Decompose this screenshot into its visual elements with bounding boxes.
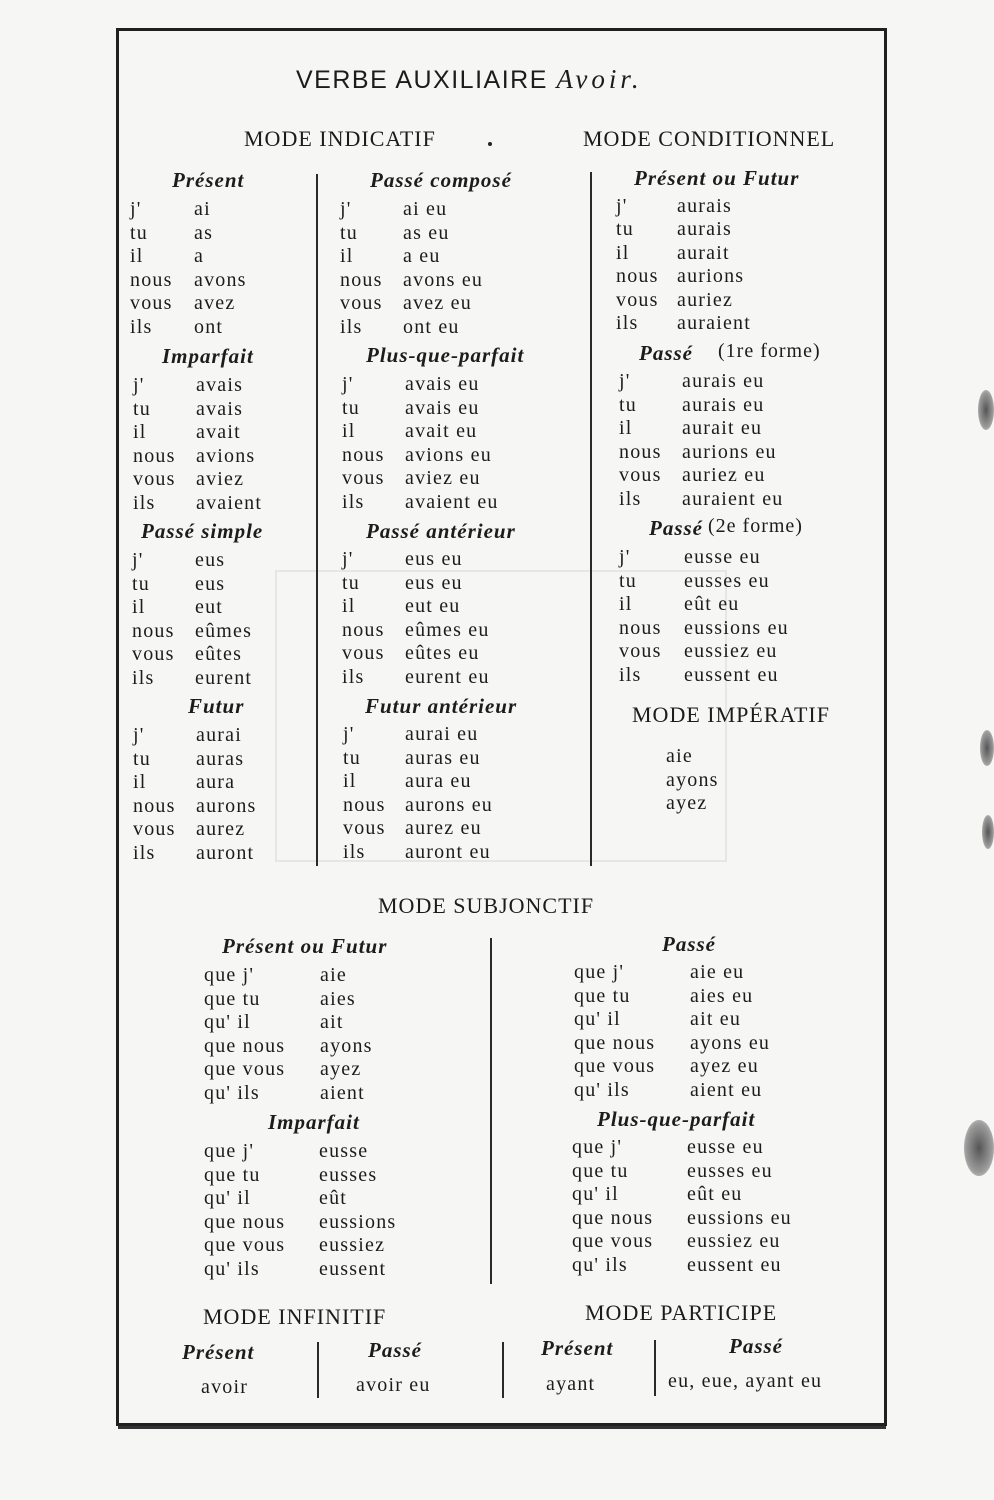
subjonctif-imparfait-form: eussions xyxy=(319,1211,397,1233)
indicatif-passe-compose-form: avons eu xyxy=(403,269,484,291)
infinitif-passe: avoir eu xyxy=(356,1374,431,1396)
conditionnel-passe2-form: eusses eu xyxy=(684,570,770,592)
frame-shadow-line xyxy=(118,1426,886,1429)
indicatif-passe-compose-form: a eu xyxy=(403,245,441,267)
subjonctif-imparfait-pronoun: qu' il xyxy=(204,1187,251,1209)
mode-conditionnel: MODE CONDITIONNEL xyxy=(583,126,836,151)
indicatif-futur-form: auras xyxy=(196,748,245,770)
conditionnel-passe2-pronoun: vous xyxy=(619,640,662,662)
conditionnel-present-pronoun: il xyxy=(616,242,630,264)
indicatif-futur-anterieur-form: aurons eu xyxy=(405,794,493,816)
indicatif-present-pronoun: nous xyxy=(130,269,173,291)
subjonctif-passe-pronoun: qu' il xyxy=(574,1008,621,1030)
indicatif-plus-que-parfait-form: aviez eu xyxy=(405,467,481,489)
indicatif-futur-form: aura xyxy=(196,771,236,793)
indicatif-passe-simple-pronoun: ils xyxy=(132,667,155,689)
indicatif-plus-que-parfait-pronoun: vous xyxy=(342,467,385,489)
indicatif-imparfait-form: avait xyxy=(196,421,241,443)
indicatif-passe-simple-form: eurent xyxy=(195,667,253,689)
indicatif-imparfait-pronoun: vous xyxy=(133,468,176,490)
subjonctif-plus-que-parfait-heading: Plus-que-parfait xyxy=(597,1107,756,1131)
indicatif-plus-que-parfait-pronoun: tu xyxy=(342,397,360,419)
subjonctif-present-form: ayez xyxy=(320,1058,362,1080)
conditionnel-present-pronoun: tu xyxy=(616,218,634,240)
subjonctif-present-pronoun: que vous xyxy=(204,1058,286,1080)
subjonctif-imparfait-heading: Imparfait xyxy=(268,1110,360,1134)
conditionnel-passe1-pronoun: vous xyxy=(619,464,662,486)
subjonctif-plus-que-parfait-pronoun: que nous xyxy=(572,1207,654,1229)
subjonctif-present-pronoun: qu' ils xyxy=(204,1082,260,1104)
column-rule xyxy=(590,172,592,866)
subjonctif-present-form: aies xyxy=(320,988,356,1010)
conditionnel-present-pronoun: j' xyxy=(616,195,628,217)
subjonctif-passe-pronoun: que tu xyxy=(574,985,631,1007)
subjonctif-imparfait-pronoun: qu' ils xyxy=(204,1258,260,1280)
participe-passe-heading: Passé xyxy=(729,1334,783,1358)
conditionnel-passe2-form: eussions eu xyxy=(684,617,789,639)
subjonctif-passe-form: ait eu xyxy=(690,1008,742,1030)
infinitif-present: avoir xyxy=(201,1376,249,1398)
conditionnel-passe2-pronoun: j' xyxy=(619,546,631,568)
conditionnel-passe1-form: aurais eu xyxy=(682,370,765,392)
indicatif-futur-pronoun: ils xyxy=(133,842,156,864)
participe-passe: eu, eue, ayant eu xyxy=(668,1370,823,1392)
indicatif-futur-anterieur-form: aura eu xyxy=(405,770,472,792)
conditionnel-passe2-pronoun: tu xyxy=(619,570,637,592)
indicatif-present-pronoun: j' xyxy=(130,198,142,220)
conditionnel-present-form: aurais xyxy=(677,195,732,217)
participe-present-heading: Présent xyxy=(541,1336,614,1360)
stray-dot xyxy=(488,142,492,146)
indicatif-futur-anterieur-pronoun: nous xyxy=(343,794,386,816)
conditionnel-present-heading: Présent ou Futur xyxy=(634,166,800,190)
column-rule xyxy=(316,174,318,866)
conditionnel-passe2-form: eusse eu xyxy=(684,546,761,568)
indicatif-futur-pronoun: nous xyxy=(133,795,176,817)
indicatif-passe-simple-form: eut xyxy=(195,596,224,618)
subjonctif-imparfait-form: eussent xyxy=(319,1258,387,1280)
conditionnel-passe1-form: aurions eu xyxy=(682,441,777,463)
conditionnel-passe1-pronoun: il xyxy=(619,417,633,439)
conditionnel-passe1-form: aurais eu xyxy=(682,394,765,416)
indicatif-passe-simple-heading: Passé simple xyxy=(141,519,264,543)
indicatif-passe-compose-pronoun: ils xyxy=(340,316,363,338)
subjonctif-passe-form: ayez eu xyxy=(690,1055,759,1077)
indicatif-passe-anterieur-form: eurent eu xyxy=(405,666,490,688)
conditionnel-present-form: auriez xyxy=(677,289,734,311)
conditionnel-present-pronoun: nous xyxy=(616,265,659,287)
page-title xyxy=(296,64,643,95)
imperatif-form: ayons xyxy=(666,769,719,791)
subjonctif-imparfait-form: eusse xyxy=(319,1140,369,1162)
indicatif-imparfait-pronoun: j' xyxy=(133,374,145,396)
subjonctif-present-pronoun: que j' xyxy=(204,964,255,986)
binder-hole xyxy=(980,730,994,766)
indicatif-present-heading: Présent xyxy=(172,168,245,192)
indicatif-passe-simple-form: eus xyxy=(195,549,226,571)
indicatif-futur-form: aurons xyxy=(196,795,257,817)
conditionnel-passe2-form: eussent eu xyxy=(684,664,779,686)
subjonctif-plus-que-parfait-pronoun: que vous xyxy=(572,1230,654,1252)
indicatif-futur-anterieur-form: auras eu xyxy=(405,747,481,769)
indicatif-passe-anterieur-pronoun: ils xyxy=(342,666,365,688)
indicatif-present-pronoun: vous xyxy=(130,292,173,314)
indicatif-present-form: ai xyxy=(194,198,211,220)
subjonctif-imparfait-pronoun: que vous xyxy=(204,1234,286,1256)
indicatif-imparfait-pronoun: tu xyxy=(133,398,151,420)
indicatif-imparfait-pronoun: nous xyxy=(133,445,176,467)
indicatif-futur-anterieur-pronoun: tu xyxy=(343,747,361,769)
subjonctif-plus-que-parfait-pronoun: qu' il xyxy=(572,1183,619,1205)
subjonctif-present-pronoun: qu' il xyxy=(204,1011,251,1033)
indicatif-present-pronoun: tu xyxy=(130,222,148,244)
indicatif-passe-simple-form: eûtes xyxy=(195,643,243,665)
subjonctif-passe-form: ayons eu xyxy=(690,1032,771,1054)
subjonctif-plus-que-parfait-form: eussent eu xyxy=(687,1254,782,1276)
indicatif-passe-simple-pronoun: tu xyxy=(132,573,150,595)
indicatif-passe-compose-form: ai eu xyxy=(403,198,448,220)
subjonctif-imparfait-pronoun: que j' xyxy=(204,1140,255,1162)
conditionnel-passe2-pronoun: il xyxy=(619,593,633,615)
subjonctif-present-pronoun: que tu xyxy=(204,988,261,1010)
subjonctif-present-form: aie xyxy=(320,964,347,986)
indicatif-plus-que-parfait-form: avais eu xyxy=(405,373,480,395)
subjonctif-present-form: aient xyxy=(320,1082,365,1104)
subjonctif-passe-form: aient eu xyxy=(690,1079,763,1101)
indicatif-plus-que-parfait-form: avait eu xyxy=(405,420,478,442)
indicatif-futur-pronoun: il xyxy=(133,771,147,793)
column-rule xyxy=(490,938,492,1284)
imperatif-form: aie xyxy=(666,745,693,767)
conditionnel-present-form: aurait xyxy=(677,242,730,264)
imperatif-form: ayez xyxy=(666,792,708,814)
subjonctif-plus-que-parfait-pronoun: que j' xyxy=(572,1136,623,1158)
indicatif-passe-compose-form: as eu xyxy=(403,222,450,244)
indicatif-plus-que-parfait-pronoun: nous xyxy=(342,444,385,466)
indicatif-present-form: avons xyxy=(194,269,247,291)
conditionnel-present-form: auraient xyxy=(677,312,752,334)
subjonctif-passe-form: aies eu xyxy=(690,985,754,1007)
conditionnel-passe1-pronoun: j' xyxy=(619,370,631,392)
title-verb: Avoir. xyxy=(556,64,643,94)
conditionnel-passe2-pronoun: ils xyxy=(619,664,642,686)
indicatif-imparfait-form: avaient xyxy=(196,492,263,514)
indicatif-imparfait-pronoun: ils xyxy=(133,492,156,514)
indicatif-passe-compose-heading: Passé composé xyxy=(370,168,512,192)
indicatif-plus-que-parfait-pronoun: ils xyxy=(342,491,365,513)
indicatif-futur-form: aurai xyxy=(196,724,242,746)
indicatif-futur-anterieur-pronoun: vous xyxy=(343,817,386,839)
indicatif-plus-que-parfait-pronoun: j' xyxy=(342,373,354,395)
indicatif-present-pronoun: il xyxy=(130,245,144,267)
indicatif-passe-anterieur-form: eûtes eu xyxy=(405,642,480,664)
indicatif-passe-anterieur-pronoun: tu xyxy=(342,572,360,594)
subjonctif-plus-que-parfait-form: eusse eu xyxy=(687,1136,764,1158)
indicatif-plus-que-parfait-pronoun: il xyxy=(342,420,356,442)
indicatif-passe-simple-form: eûmes xyxy=(195,620,253,642)
subjonctif-passe-pronoun: que vous xyxy=(574,1055,656,1077)
subjonctif-imparfait-form: eusses xyxy=(319,1164,378,1186)
indicatif-futur-form: auront xyxy=(196,842,255,864)
indicatif-passe-anterieur-pronoun: j' xyxy=(342,548,354,570)
subjonctif-passe-pronoun: que j' xyxy=(574,961,625,983)
participe-present: ayant xyxy=(546,1373,596,1395)
indicatif-passe-simple-pronoun: vous xyxy=(132,643,175,665)
indicatif-futur-anterieur-pronoun: ils xyxy=(343,841,366,863)
subjonctif-passe-pronoun: que nous xyxy=(574,1032,656,1054)
indicatif-present-pronoun: ils xyxy=(130,316,153,338)
conditionnel-passe2-form: eût eu xyxy=(684,593,740,615)
conditionnel-present-form: aurais xyxy=(677,218,732,240)
subjonctif-passe-pronoun: qu' ils xyxy=(574,1079,630,1101)
conditionnel-passe1-note: (1re forme) xyxy=(718,340,821,362)
subjonctif-plus-que-parfait-form: eussiez eu xyxy=(687,1230,781,1252)
indicatif-passe-anterieur-pronoun: nous xyxy=(342,619,385,641)
indicatif-futur-heading: Futur xyxy=(188,694,245,718)
indicatif-passe-anterieur-form: eus eu xyxy=(405,572,463,594)
conditionnel-passe2-form: eussiez eu xyxy=(684,640,778,662)
infinitif-present-heading: Présent xyxy=(182,1340,255,1364)
infinitif-passe-heading: Passé xyxy=(368,1338,422,1362)
subjonctif-plus-que-parfait-form: eussions eu xyxy=(687,1207,792,1229)
indicatif-passe-compose-pronoun: il xyxy=(340,245,354,267)
indicatif-passe-simple-pronoun: il xyxy=(132,596,146,618)
indicatif-imparfait-heading: Imparfait xyxy=(162,344,254,368)
indicatif-futur-anterieur-heading: Futur antérieur xyxy=(365,694,518,718)
indicatif-futur-pronoun: vous xyxy=(133,818,176,840)
indicatif-passe-anterieur-form: eûmes eu xyxy=(405,619,490,641)
subjonctif-present-heading: Présent ou Futur xyxy=(222,934,388,958)
indicatif-imparfait-form: aviez xyxy=(196,468,245,490)
binder-hole xyxy=(982,815,994,849)
indicatif-present-form: a xyxy=(194,245,205,267)
indicatif-plus-que-parfait-heading: Plus-que-parfait xyxy=(366,343,525,367)
indicatif-futur-anterieur-form: auront eu xyxy=(405,841,491,863)
conditionnel-passe1-pronoun: tu xyxy=(619,394,637,416)
indicatif-futur-anterieur-form: aurez eu xyxy=(405,817,482,839)
indicatif-passe-compose-form: ont eu xyxy=(403,316,460,338)
title-text: VERBE AUXILIAIRE xyxy=(296,66,548,94)
subjonctif-plus-que-parfait-pronoun: que tu xyxy=(572,1160,629,1182)
indicatif-passe-anterieur-form: eut eu xyxy=(405,595,461,617)
conditionnel-present-pronoun: ils xyxy=(616,312,639,334)
column-rule xyxy=(502,1342,504,1398)
indicatif-present-form: avez xyxy=(194,292,236,314)
indicatif-passe-anterieur-form: eus eu xyxy=(405,548,463,570)
conditionnel-passe1-form: auriez eu xyxy=(682,464,766,486)
conditionnel-passe2-pronoun: nous xyxy=(619,617,662,639)
indicatif-passe-compose-pronoun: vous xyxy=(340,292,383,314)
subjonctif-plus-que-parfait-form: eût eu xyxy=(687,1183,743,1205)
indicatif-passe-compose-pronoun: tu xyxy=(340,222,358,244)
indicatif-imparfait-form: avions xyxy=(196,445,256,467)
conditionnel-passe1-pronoun: ils xyxy=(619,488,642,510)
indicatif-passe-anterieur-pronoun: il xyxy=(342,595,356,617)
subjonctif-plus-que-parfait-form: eusses eu xyxy=(687,1160,773,1182)
conditionnel-passe2-heading: Passé xyxy=(649,516,703,540)
indicatif-futur-anterieur-pronoun: j' xyxy=(343,723,355,745)
mode-infinitif: MODE INFINITIF xyxy=(203,1304,387,1329)
conditionnel-passe1-pronoun: nous xyxy=(619,441,662,463)
indicatif-futur-pronoun: tu xyxy=(133,748,151,770)
conditionnel-passe1-heading: Passé xyxy=(639,341,693,365)
indicatif-passe-simple-pronoun: j' xyxy=(132,549,144,571)
indicatif-imparfait-pronoun: il xyxy=(133,421,147,443)
indicatif-imparfait-form: avais xyxy=(196,398,244,420)
indicatif-present-form: ont xyxy=(194,316,224,338)
conditionnel-passe2-note: (2e forme) xyxy=(708,515,803,537)
subjonctif-passe-form: aie eu xyxy=(690,961,745,983)
indicatif-futur-anterieur-form: aurai eu xyxy=(405,723,479,745)
conditionnel-passe1-form: aurait eu xyxy=(682,417,763,439)
indicatif-passe-compose-form: avez eu xyxy=(403,292,472,314)
subjonctif-passe-heading: Passé xyxy=(662,932,716,956)
conditionnel-present-pronoun: vous xyxy=(616,289,659,311)
indicatif-passe-simple-pronoun: nous xyxy=(132,620,175,642)
indicatif-futur-anterieur-pronoun: il xyxy=(343,770,357,792)
subjonctif-imparfait-pronoun: que tu xyxy=(204,1164,261,1186)
indicatif-present-form: as xyxy=(194,222,214,244)
mode-subjonctif: MODE SUBJONCTIF xyxy=(378,893,595,918)
conditionnel-passe1-form: auraient eu xyxy=(682,488,784,510)
subjonctif-imparfait-form: eût xyxy=(319,1187,348,1209)
subjonctif-present-pronoun: que nous xyxy=(204,1035,286,1057)
mode-imperatif: MODE IMPÉRATIF xyxy=(632,702,830,727)
column-rule xyxy=(317,1342,319,1398)
indicatif-plus-que-parfait-form: avais eu xyxy=(405,397,480,419)
indicatif-passe-compose-pronoun: j' xyxy=(340,198,352,220)
mode-indicatif: MODE INDICATIF xyxy=(244,126,436,151)
subjonctif-imparfait-pronoun: que nous xyxy=(204,1211,286,1233)
mode-participe: MODE PARTICIPE xyxy=(585,1300,778,1325)
subjonctif-plus-que-parfait-pronoun: qu' ils xyxy=(572,1254,628,1276)
indicatif-passe-compose-pronoun: nous xyxy=(340,269,383,291)
indicatif-imparfait-form: avais xyxy=(196,374,244,396)
indicatif-futur-pronoun: j' xyxy=(133,724,145,746)
column-rule xyxy=(654,1340,656,1396)
indicatif-passe-anterieur-heading: Passé antérieur xyxy=(366,519,516,543)
indicatif-passe-simple-form: eus xyxy=(195,573,226,595)
subjonctif-imparfait-form: eussiez xyxy=(319,1234,386,1256)
indicatif-passe-anterieur-pronoun: vous xyxy=(342,642,385,664)
conditionnel-present-form: aurions xyxy=(677,265,745,287)
indicatif-futur-form: aurez xyxy=(196,818,246,840)
subjonctif-present-form: ayons xyxy=(320,1035,373,1057)
indicatif-plus-que-parfait-form: avaient eu xyxy=(405,491,499,513)
binder-hole xyxy=(978,390,994,430)
indicatif-plus-que-parfait-form: avions eu xyxy=(405,444,492,466)
binder-hole xyxy=(964,1120,994,1176)
subjonctif-present-form: ait xyxy=(320,1011,344,1033)
